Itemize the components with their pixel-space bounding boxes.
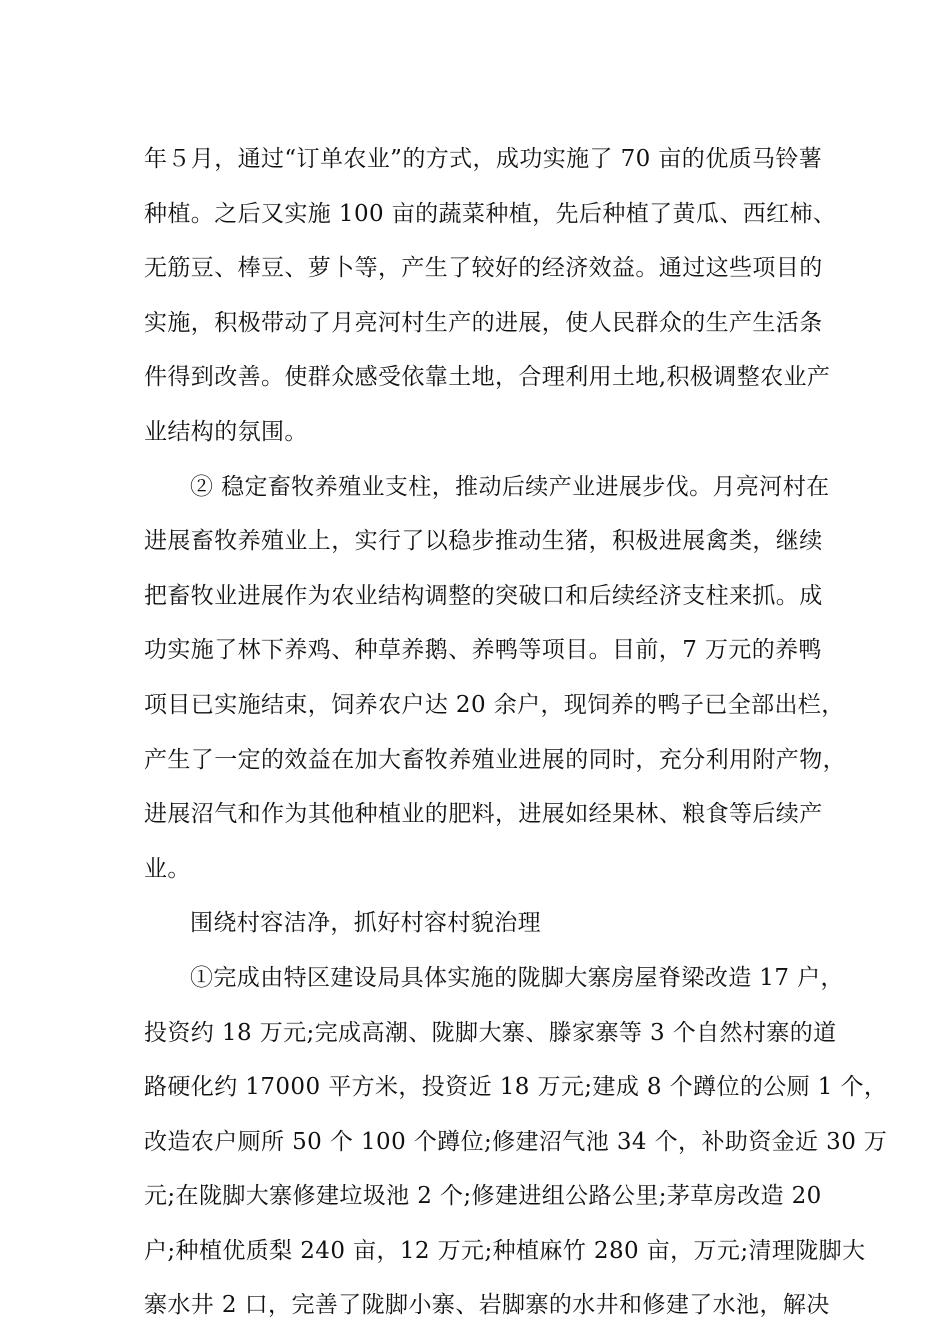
text-line: 元;在陇脚大寨修建垃圾池 2 个;修建进组公路公里;茅草房改造 20 (144, 1183, 822, 1210)
text-line: 业。 (144, 855, 191, 882)
section-heading-text: 围绕村容洁净，抓好村容村貌治理 (190, 910, 541, 937)
text-line: 投资约 18 万元;完成高潮、陇脚大寨、滕家寨等 3 个自然村寨的道 (144, 1019, 837, 1046)
paragraph-village-improvement (144, 951, 888, 1333)
text-line: 实施，积极带动了月亮河村生产的进展，使人民群众的生产生活条 (144, 309, 823, 336)
text-line: 年５月，通过“订单农业”的方式，成功实施了 70 亩的优质马铃薯 (144, 146, 823, 172)
text-line: ①完成由特区建设局具体实施的陇脚大寨房屋脊梁改造 17 户， (190, 964, 844, 991)
text-line: 进展畜牧养殖业上，实行了以稳步推动生猪，积极进展禽类，继续 (144, 528, 823, 555)
section-heading (144, 896, 834, 951)
text-line: 种植。之后又实施 100 亩的蔬菜种植，先后种植了黄瓜、西红柿、 (144, 200, 837, 227)
text-line: 进展沼气和作为其他种植业的肥料，进展如经果林、粮食等后续产 (144, 801, 823, 828)
text-line: 功实施了林下养鸡、种草养鹅、养鸭等项目。目前，7 万元的养鸭 (144, 637, 822, 664)
text-line: 寨水井 2 口，完善了陇脚小寨、岩脚寨的水井和修建了水池，解决 (144, 1292, 830, 1319)
paragraph-crop-planting (144, 132, 837, 460)
text-line: 无筋豆、棒豆、萝卜等，产生了较好的经济效益。通过这些项目的 (144, 255, 823, 282)
text-line: ② 稳定畜牧养殖业支柱，推动后续产业进展步伐。月亮河村在 (190, 473, 830, 500)
document-body (144, 132, 888, 1333)
text-line: 路硬化约 17000 平方米，投资近 18 万元;建成 8 个蹲位的公厕 1 个， (144, 1074, 888, 1101)
text-line: 件得到改善。使群众感受依靠土地，合理利用土地,积极调整农业产 (144, 364, 831, 391)
text-line: 产生了一定的效益在加大畜牧养殖业进展的同时，充分利用附产物， (144, 746, 846, 773)
text-line: 户;种植优质梨 240 亩，12 万元;种植麻竹 280 亩，万元;清理陇脚大 (144, 1237, 866, 1264)
text-line: 把畜牧业进展作为农业结构调整的突破口和后续经济支柱来抓。成 (144, 582, 823, 609)
paragraph-livestock (144, 460, 846, 897)
text-line: 改造农户厕所 50 个 100 个蹲位;修建沼气池 34 个，补助资金近 30 万 (144, 1128, 888, 1155)
text-line: 项目已实施结束，饲养农户达 20 余户，现饲养的鸭子已全部出栏， (144, 691, 845, 718)
text-line: 业结构的氛围。 (144, 418, 308, 445)
